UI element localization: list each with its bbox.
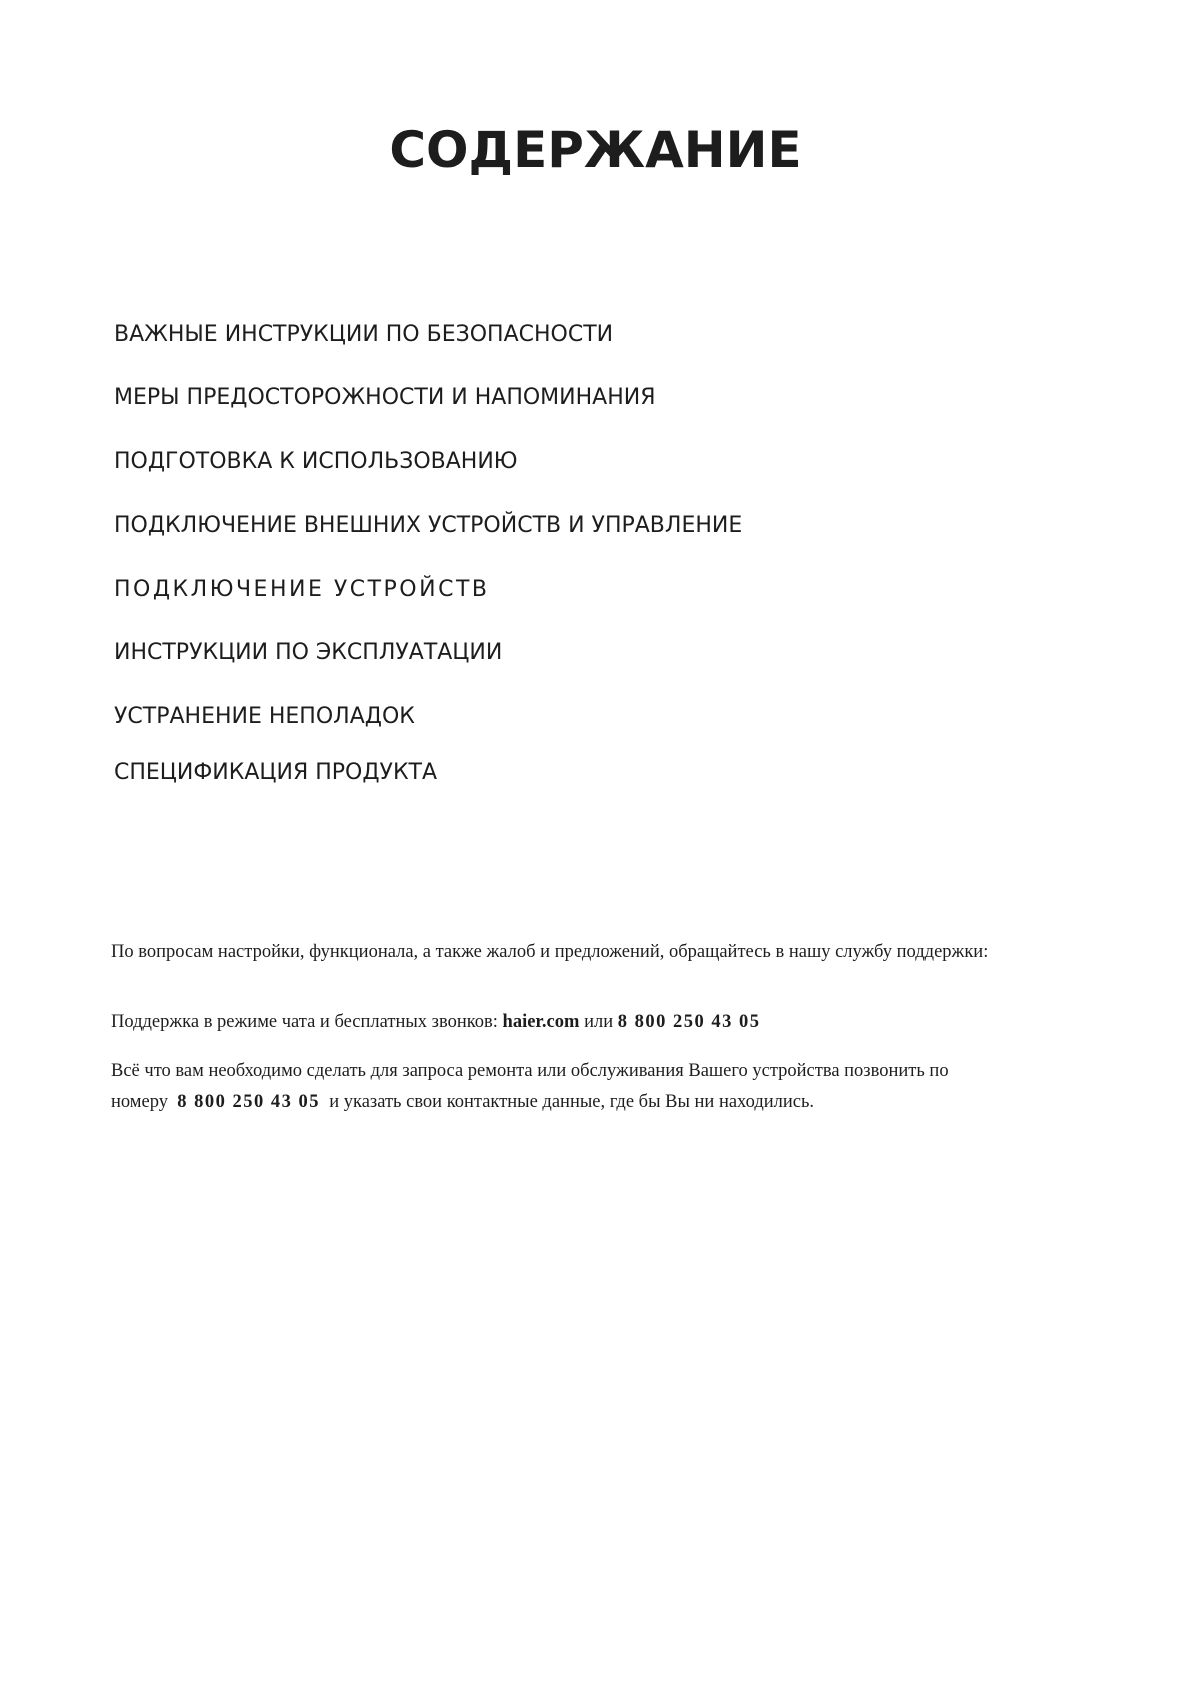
support-repair-prefix: номеру (111, 1092, 168, 1112)
toc-item-specification: СПЕЦИФИКАЦИЯ ПРОДУКТА (114, 760, 438, 785)
toc-item-operation: ИНСТРУКЦИИ ПО ЭКСПЛУАТАЦИИ (114, 640, 503, 665)
toc-item-external-connection: ПОДКЛЮЧЕНИЕ ВНЕШНИХ УСТРОЙСТВ И УПРАВЛЕНИЕ (114, 513, 743, 538)
support-or-word: или (584, 1012, 614, 1032)
support-intro: По вопросам настройки, функционала, а также жалоб и предложений, обращайтесь в нашу службу поддержки: (111, 942, 989, 962)
support-chat-prefix: Поддержка в режиме чата и бесплатных звонков: (111, 1012, 498, 1032)
support-repair-line-2 (111, 1087, 814, 1117)
toc-item-preparation: ПОДГОТОВКА К ИСПОЛЬЗОВАНИЮ (114, 449, 518, 474)
support-repair-suffix: и указать свои контактные данные, где бы Вы ни находились. (329, 1092, 815, 1112)
toc-item-safety: ВАЖНЫЕ ИНСТРУКЦИИ ПО БЕЗОПАСНОСТИ (114, 322, 614, 347)
support-repair-line-1: Всё что вам необходимо сделать для запроса ремонта или обслуживания Вашего устройства позвонить по (111, 1061, 949, 1081)
toc-item-precautions: МЕРЫ ПРЕДОСТОРОЖНОСТИ И НАПОМИНАНИЯ (114, 385, 656, 410)
support-website-link[interactable]: haier.com (502, 1012, 580, 1032)
support-phone-number[interactable]: 8 800 250 43 05 (617, 1012, 761, 1032)
support-repair-phone-number[interactable]: 8 800 250 43 05 (177, 1092, 320, 1112)
support-chat-line (111, 1007, 760, 1037)
page-title: СОДЕРЖАНИЕ (389, 121, 802, 179)
toc-item-device-connection: ПОДКЛЮЧЕНИЕ УСТРОЙСТВ (114, 577, 490, 602)
toc-item-troubleshooting: УСТРАНЕНИЕ НЕПОЛАДОК (114, 704, 415, 729)
